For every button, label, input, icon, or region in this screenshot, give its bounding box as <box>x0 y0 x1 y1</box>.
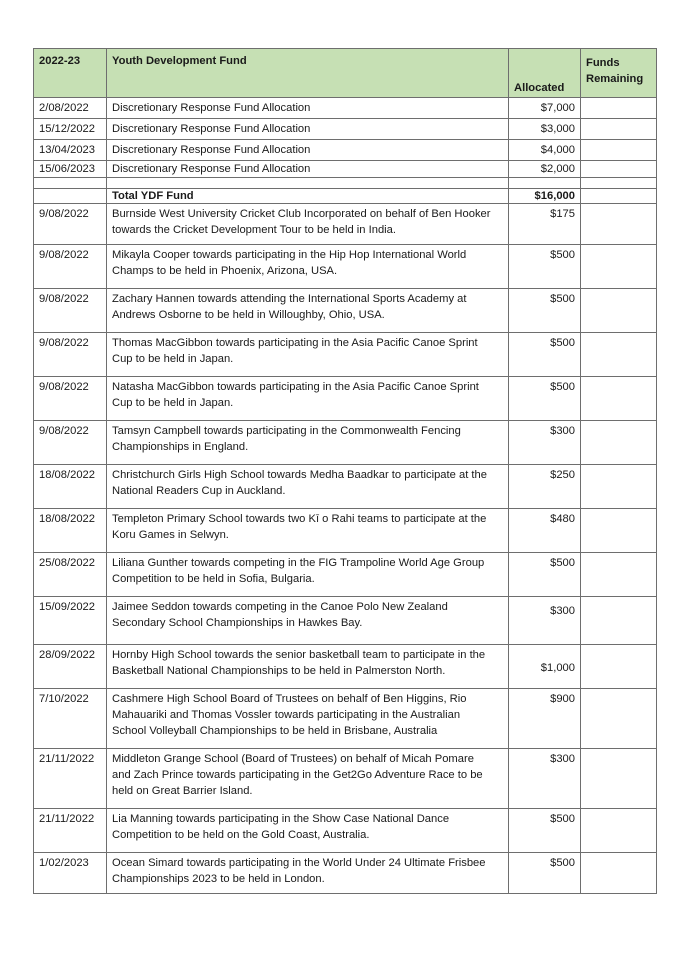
grant-row: 9/08/2022 Tamsyn Campbell towards participating in the Commonwealth Fencing Championships in England. $300 <box>34 421 657 465</box>
allocated-header: Allocated <box>509 49 581 98</box>
grant-row: 9/08/2022 Burnside West University Cricket Club Incorporated on behalf of Ben Hooker towards the Cricket Development Tour to be held in India. $175 <box>34 204 657 245</box>
allocation-row: 2/08/2022 Discretionary Response Fund Allocation $7,000 <box>34 98 657 119</box>
total-row <box>34 189 657 204</box>
grant-row: 9/08/2022 Natasha MacGibbon towards participating in the Asia Pacific Canoe Sprint Cup to be held in Japan. $500 <box>34 377 657 421</box>
grant-row: 9/08/2022 Zachary Hannen towards attending the International Sports Academy at Andrews Osborne to be held in Willoughby, Ohio, USA. $500 <box>34 289 657 333</box>
grant-row: 25/08/2022 Liliana Gunther towards competing in the FIG Trampoline World Age Group Competition to be held in Sofia, Bulgaria. $500 <box>34 553 657 597</box>
total-label: Total YDF Fund <box>107 189 509 204</box>
grant-row: 21/11/2022 Lia Manning towards participating in the Show Case National Dance Competition to be held on the Gold Coast, Australia. $500 <box>34 809 657 853</box>
funds-remaining-header: Funds Remaining <box>581 49 657 98</box>
grant-row: 1/02/2023 Ocean Simard towards participating in the World Under 24 Ultimate Frisbee Championships 2023 to be held in London. $500 <box>34 853 657 894</box>
grant-row: 18/08/2022 Christchurch Girls High School towards Medha Baadkar to participate at the National Readers Cup in Auckland. $250 <box>34 465 657 509</box>
ydf-table <box>33 48 657 894</box>
table-header <box>34 49 657 98</box>
fund-name-header: Youth Development Fund <box>107 49 509 98</box>
grant-row: 9/08/2022 Thomas MacGibbon towards participating in the Asia Pacific Canoe Sprint Cup to be held in Japan. $500 <box>34 333 657 377</box>
blank-row <box>34 178 657 189</box>
grant-row: 18/08/2022 Templeton Primary School towards two Kī o Rahi teams to participate at the Koru Games in Selwyn. $480 <box>34 509 657 553</box>
grant-row: 9/08/2022 Mikayla Cooper towards participating in the Hip Hop International World Champs to be held in Phoenix, Arizona, USA. $500 <box>34 245 657 289</box>
allocation-row: 15/06/2023 Discretionary Response Fund Allocation $2,000 <box>34 161 657 178</box>
allocation-row: 13/04/2023 Discretionary Response Fund Allocation $4,000 <box>34 140 657 161</box>
grant-row: 15/09/2022 Jaimee Seddon towards competing in the Canoe Polo New Zealand Secondary School Championships in Hawkes Bay. $300 <box>34 597 657 645</box>
grant-row: 21/11/2022 Middleton Grange School (Board of Trustees) on behalf of Micah Pomare and Zach Prince towards participating in the Get2Go Adventure Race to be held on Great Barrier Island. $300 <box>34 749 657 809</box>
period-header: 2022-23 <box>34 49 107 98</box>
grant-row: 28/09/2022 Hornby High School towards the senior basketball team to participate in the Basketball National Championships to be held in Palmerston North. $1,000 <box>34 645 657 689</box>
allocation-row: 15/12/2022 Discretionary Response Fund Allocation $3,000 <box>34 119 657 140</box>
total-amount: $16,000 <box>509 189 581 204</box>
grant-row: 7/10/2022 Cashmere High School Board of Trustees on behalf of Ben Higgins, Rio Mahauariki and Thomas Vossler towards participating in the Australian School Volleyball Championships to be held in Brisbane, Australia $900 <box>34 689 657 749</box>
